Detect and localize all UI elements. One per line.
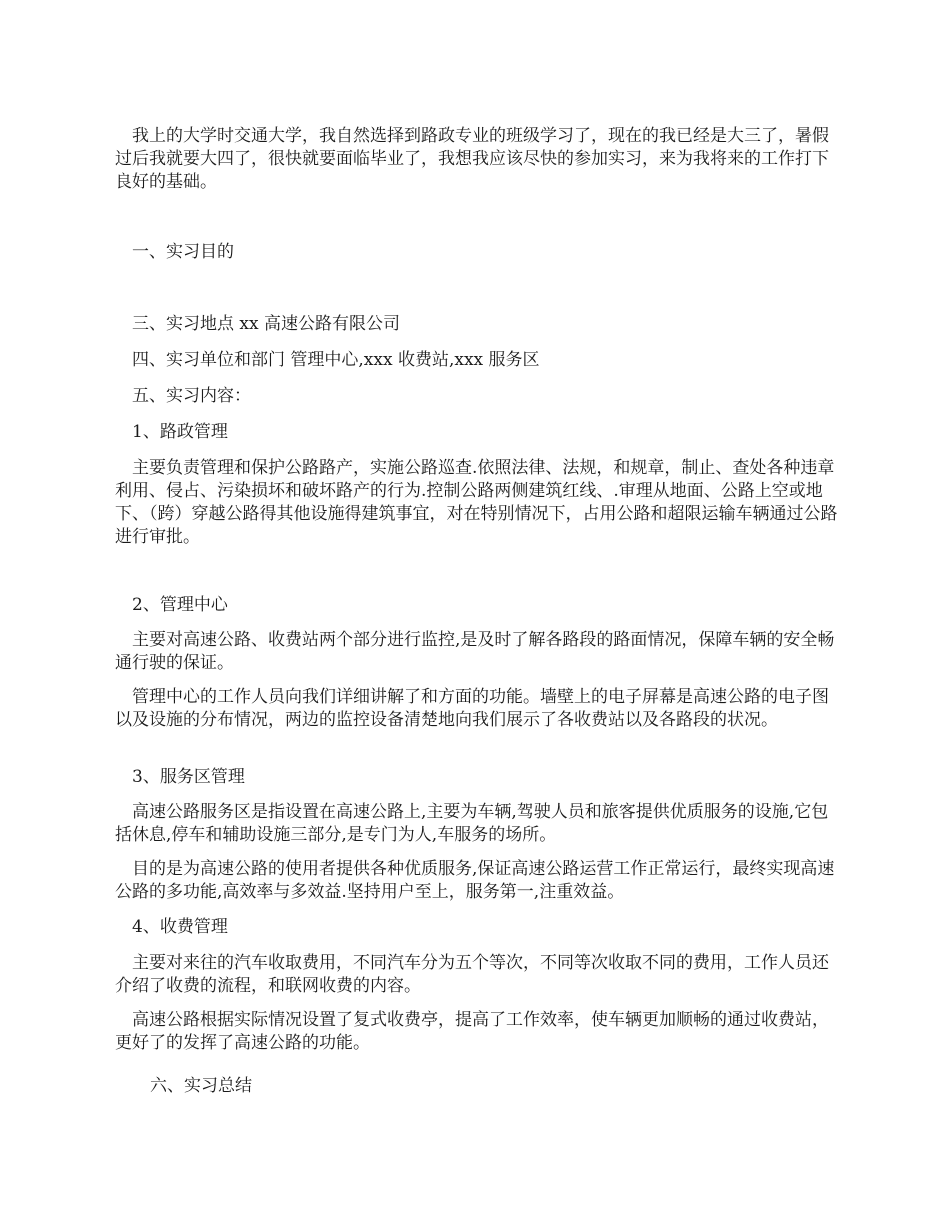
section-heading-content: 五、实习内容：	[132, 386, 251, 406]
section-heading-location: 三、实习地点 xx 高速公路有限公司	[132, 314, 400, 334]
item-heading-service-area: 3、服务区管理	[132, 767, 245, 787]
paragraph-toll-2: 高速公路根据实际情况设置了复式收费亭，提高了工作效率，使车辆更加顺畅的通过收费站，更好了的发挥了高速公路的功能。	[115, 1010, 829, 1053]
item-heading-toll: 4、收费管理	[132, 917, 228, 937]
paragraph-service-area-1: 高速公路服务区是指设置在高速公路上,主要为车辆,驾驶人员和旅客提供优质服务的设施,它包括休息,停车和辅助设施三部分,是专门为人,车服务的场所。	[115, 802, 829, 845]
section-heading-purpose: 一、实习目的	[132, 242, 234, 262]
paragraph-management-center-2: 管理中心的工作人员向我们详细讲解了和方面的功能。墙壁上的电子屏幕是高速公路的电子图以及设施的分布情况，两边的监控设备清楚地向我们展示了各收费站以及各路段的状况。	[115, 687, 829, 730]
paragraph-road-admin: 主要负责管理和保护公路路产，实施公路巡查.依照法律、法规，和规章，制止、查处各种违章利用、侵占、污染损坏和破坏路产的行为.控制公路两侧建筑红线、.审理从地面、公路上空或地下、（跨）穿越公路得其他设施得建筑事宜，对在特别情况下，占用公路和超限运输车辆通过公路进行审批。	[115, 458, 838, 547]
section-heading-unit: 四、实习单位和部门 管理中心,xxx 收费站,xxx 服务区	[132, 350, 540, 370]
item-heading-management-center: 2、管理中心	[132, 595, 228, 615]
paragraph-service-area-2: 目的是为高速公路的使用者提供各种优质服务,保证高速公路运营工作正常运行，最终实现高速公路的多功能,高效率与多效益.坚持用户至上，服务第一,注重效益。	[115, 859, 835, 902]
intro-paragraph: 我上的大学时交通大学，我自然选择到路政专业的班级学习了，现在的我已经是大三了，暑假过后我就要大四了，很快就要面临毕业了，我想我应该尽快的参加实习，来为我将来的工作打下良好的基础。	[115, 126, 829, 192]
section-heading-summary: 六、实习总结	[150, 1076, 252, 1096]
item-heading-road-admin: 1、路政管理	[132, 422, 228, 442]
paragraph-toll-1: 主要对来往的汽车收取费用，不同汽车分为五个等次，不同等次收取不同的费用，工作人员还介绍了收费的流程，和联网收费的内容。	[115, 953, 829, 996]
paragraph-management-center-1: 主要对高速公路、收费站两个部分进行监控,是及时了解各路段的路面情况，保障车辆的安全畅通行驶的保证。	[115, 630, 835, 673]
